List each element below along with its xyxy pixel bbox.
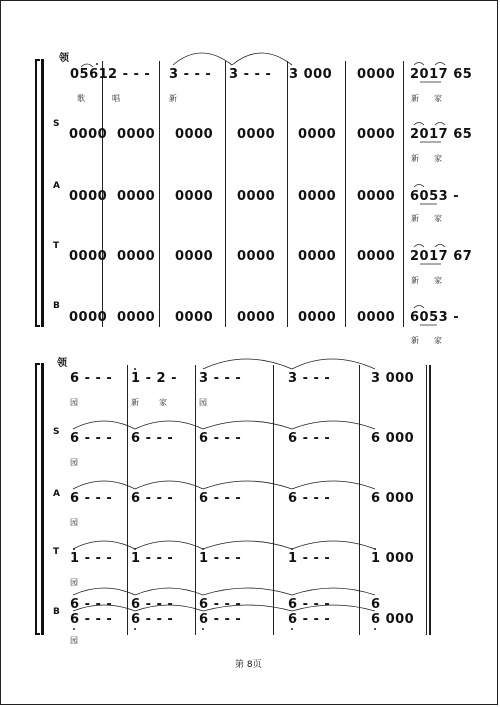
octave-dot [202,548,204,550]
tie [232,53,292,65]
ties-overlay [1,1,499,706]
b-top-measure-4: 6 - - - [288,597,331,612]
octave-dot [374,628,376,630]
tie [292,541,375,549]
tie [135,481,203,489]
lead-label: 领 [59,53,69,64]
rest: 0000 [175,127,214,142]
b-bottom-measure-4: 6 - - - [288,612,331,627]
part-label-a: A [53,489,60,499]
lyric: 园 [70,578,78,587]
part-label-b: B [53,607,60,617]
t-measure-2: 1 - - - [131,551,174,566]
rest: 0000 [298,310,337,325]
s-measure-2: 6 - - - [131,431,174,446]
rest: 0000 [298,127,337,142]
rest: 0000 [69,249,108,264]
lyric: 歌 [77,94,85,103]
rest: 0000 [357,310,396,325]
tie [203,605,292,611]
b-top-measure-3: 6 - - - [199,597,242,612]
lyric: 家 [434,276,442,285]
lyric: 家 [434,154,442,163]
lyric: 园 [70,398,78,407]
a-measure-1: 6 - - - [70,491,113,506]
s-measure-4: 6 - - - [288,431,331,446]
rest: 0000 [237,127,276,142]
rest: 0000 [175,310,214,325]
tie [173,53,232,65]
octave-dot [291,548,293,550]
lyric: 新 [131,398,139,407]
t-measure-5: 1 000 [371,551,415,566]
a-measure-4: 6 - - - [288,491,331,506]
lead-measure-2: 1 - 2 - [131,371,177,386]
s-measure-3: 6 - - - [199,431,242,446]
octave-dot [73,548,75,550]
lead-label: 领 [57,358,67,369]
rest: 0000 [237,189,276,204]
slur [414,123,424,126]
tie [292,588,375,595]
lead-measure-5: 3 000 [371,371,415,386]
rest: 0000 [298,189,337,204]
rest: 0000 [175,189,214,204]
part-label-a: A [53,181,60,191]
octave-dot [134,628,136,630]
page-number: 第 8页 [235,660,262,670]
slur [435,245,445,248]
lyric: 新 [169,94,177,103]
octave-dot [96,63,98,65]
slur [414,245,424,248]
lyric: 新 [411,336,419,345]
tie [135,588,203,595]
lead-measure-2: 2 - - - [108,67,151,82]
lead-measure-3: 3 - - - [169,67,212,82]
rest: 0000 [117,249,156,264]
part-label-s: S [53,427,60,437]
lyric: 园 [199,398,207,407]
rest: 0000 [117,189,156,204]
tie [292,605,375,611]
rest: 0000 [117,127,156,142]
tie [203,481,292,489]
lyric: 新 [411,276,419,285]
octave-dot [73,628,75,630]
t-last-measure: 2017 67 [410,249,473,264]
a-measure-3: 6 - - - [199,491,242,506]
a-measure-5: 6 000 [371,491,415,506]
lead-measure-7: 2017 65 [410,67,473,82]
b-last-measure: 6053 - [410,310,460,325]
t-measure-4: 1 - - - [288,551,331,566]
octave-dot [291,628,293,630]
lyric: 园 [70,458,78,467]
t-measure-1: 1 - - - [70,551,113,566]
tie [292,359,375,369]
lead-measure-1: 6 - - - [70,371,113,386]
tie [135,541,203,549]
tie [73,588,135,595]
lead-measure-5: 3 000 [289,67,333,82]
octave-dot [134,548,136,550]
b-bottom-measure-3: 6 - - - [199,612,242,627]
octave-dot [202,628,204,630]
b-bottom-measure-2: 6 - - - [131,612,174,627]
slur [414,306,424,309]
tie [203,359,292,369]
b-top-measure-1: 6 - - - [70,597,113,612]
slur [414,185,424,188]
part-label-t: T [53,547,60,557]
rest: 0000 [357,127,396,142]
rest: 0000 [175,249,214,264]
slur [414,63,424,66]
t-measure-3: 1 - - - [199,551,242,566]
lyric: 唱 [112,94,120,103]
part-label-s: S [53,119,60,129]
rest: 0000 [237,249,276,264]
rest: 0000 [357,249,396,264]
s-measure-5: 6 000 [371,431,415,446]
tie [73,481,135,489]
lyric: 家 [159,398,167,407]
lead-measure-4: 3 - - - [229,67,272,82]
s-last-measure: 2017 65 [410,127,473,142]
octave-dot [374,548,376,550]
lead-measure-6: 0000 [357,67,396,82]
tie [203,421,292,429]
tie [73,605,135,611]
slur [435,123,445,126]
lyric: 园 [70,518,78,527]
tie [135,421,203,429]
slur [81,64,93,67]
lyric: 新 [411,214,419,223]
a-last-measure: 6053 - [410,189,460,204]
slur [435,63,445,66]
rest: 0000 [69,310,108,325]
lyric: 园 [70,636,78,645]
lyric: 家 [434,94,442,103]
b-bottom-measure-1: 6 - - - [70,612,113,627]
rest: 0000 [298,249,337,264]
lead-measure-3: 3 - - - [199,371,242,386]
rest: 0000 [237,310,276,325]
b-top-measure-2: 6 - - - [131,597,174,612]
b-bottom-measure-5: 6 000 [371,612,415,627]
lyric: 家 [434,336,442,345]
octave-dot [134,368,136,370]
tie [203,588,292,595]
rest: 0000 [117,310,156,325]
tie [292,421,375,429]
a-measure-2: 6 - - - [131,491,174,506]
tie [73,541,135,549]
lead-measure-4: 3 - - - [288,371,331,386]
tie [135,605,203,611]
part-label-b: B [53,301,60,311]
tie [203,541,292,549]
part-label-t: T [53,241,60,251]
tie [73,421,135,429]
lyric: 新 [411,154,419,163]
b-top-measure-5: 6 [371,597,381,612]
lead-measure-1: 0561 [70,67,109,82]
rest: 0000 [69,189,108,204]
lyric: 家 [434,214,442,223]
rest: 0000 [357,189,396,204]
tie [292,481,375,489]
rest: 0000 [69,127,108,142]
lyric: 新 [411,94,419,103]
s-measure-1: 6 - - - [70,431,113,446]
